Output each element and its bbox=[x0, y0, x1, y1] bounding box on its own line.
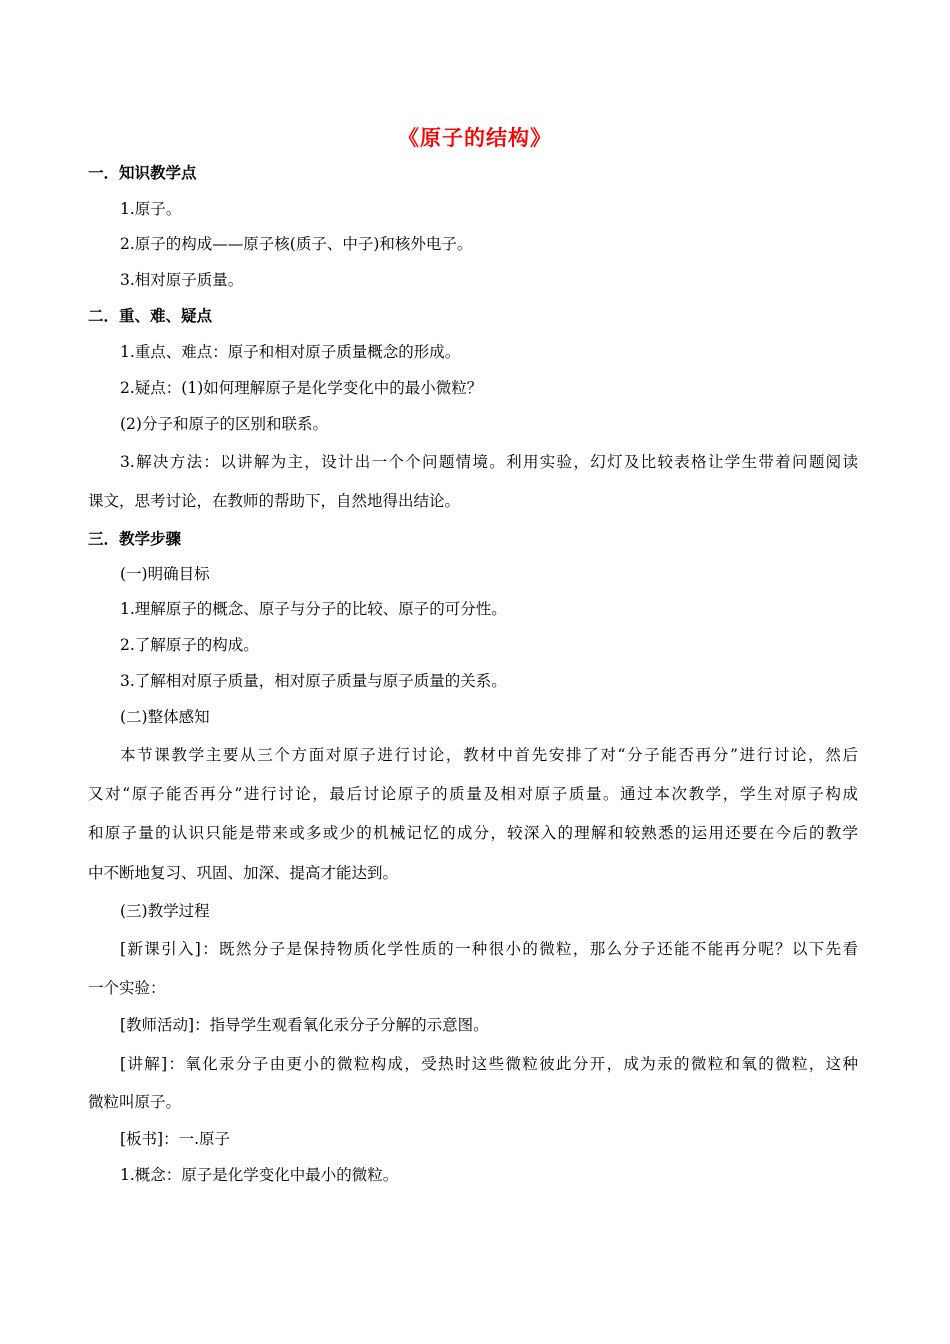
paragraph-line: 中不断地复习、巩固、加深、提高才能达到。 bbox=[88, 864, 399, 882]
paragraph-line: 微粒叫原子。 bbox=[88, 1093, 182, 1111]
paragraph-line: 3.了解相对原子质量，相对原子质量与原子质量的关系。 bbox=[120, 672, 507, 690]
page-title: 《原子的结构》 bbox=[398, 126, 552, 150]
section-heading-2: 二．重、难、疑点 bbox=[88, 307, 213, 325]
section-heading-3: 三．教学步骤 bbox=[88, 530, 182, 548]
paragraph-line: [教师活动]：指导学生观看氧化汞分子分解的示意图。 bbox=[120, 1016, 489, 1034]
paragraph-line: 1.原子。 bbox=[120, 200, 182, 218]
paragraph-line: 又对“原子能否再分”进行讨论，最后讨论原子的质量及相对原子质量。通过本次教学，学生对原子构成 bbox=[88, 785, 858, 803]
section-heading-1: 一．知识教学点 bbox=[88, 164, 197, 182]
subsection-heading: (三)教学过程 bbox=[120, 902, 210, 920]
paragraph-line: 3.解决方法：以讲解为主，设计出一个个问题情境。利用实验，幻灯及比较表格让学生带着问题阅读 bbox=[120, 453, 858, 471]
paragraph-line: 2.疑点：(1)如何理解原子是化学变化中的最小微粒？ bbox=[120, 379, 483, 397]
subsection-heading: (一)明确目标 bbox=[120, 565, 210, 583]
subsection-heading: (二)整体感知 bbox=[120, 708, 210, 726]
paragraph-line: [新课引入]：既然分子是保持物质化学性质的一种很小的微粒，那么分子还能不能再分呢？以下先看 bbox=[120, 940, 858, 958]
paragraph-line: 本节课教学主要从三个方面对原子进行讨论，教材中首先安排了对“分子能否再分”进行讨论，然后 bbox=[120, 746, 858, 764]
paragraph-line: (2)分子和原子的区别和联系。 bbox=[120, 415, 328, 433]
paragraph-line: 1.概念：原子是化学变化中最小的微粒。 bbox=[120, 1166, 399, 1184]
paragraph-line: 课文，思考讨论，在教师的帮助下，自然地得出结论。 bbox=[88, 492, 461, 510]
blackboard-note: [板书]：一.原子 bbox=[120, 1130, 231, 1148]
paragraph-line: 1.重点、难点：原子和相对原子质量概念的形成。 bbox=[120, 343, 461, 361]
paragraph-line: 和原子量的认识只能是带来或多或少的机械记忆的成分，较深入的理解和较熟悉的运用还要在今后的教学 bbox=[88, 824, 858, 842]
paragraph-line: 2.了解原子的构成。 bbox=[120, 636, 259, 654]
paragraph-line: 1.理解原子的概念、原子与分子的比较、原子的可分性。 bbox=[120, 600, 507, 618]
paragraph-line: 一个实验： bbox=[88, 979, 166, 997]
paragraph-line: [讲解]：氧化汞分子由更小的微粒构成，受热时这些微粒彼此分开，成为汞的微粒和氧的微粒，这种 bbox=[120, 1055, 858, 1073]
paragraph-line: 2.原子的构成——原子核(质子、中子)和核外电子。 bbox=[120, 235, 473, 253]
paragraph-line: 3.相对原子质量。 bbox=[120, 271, 244, 289]
